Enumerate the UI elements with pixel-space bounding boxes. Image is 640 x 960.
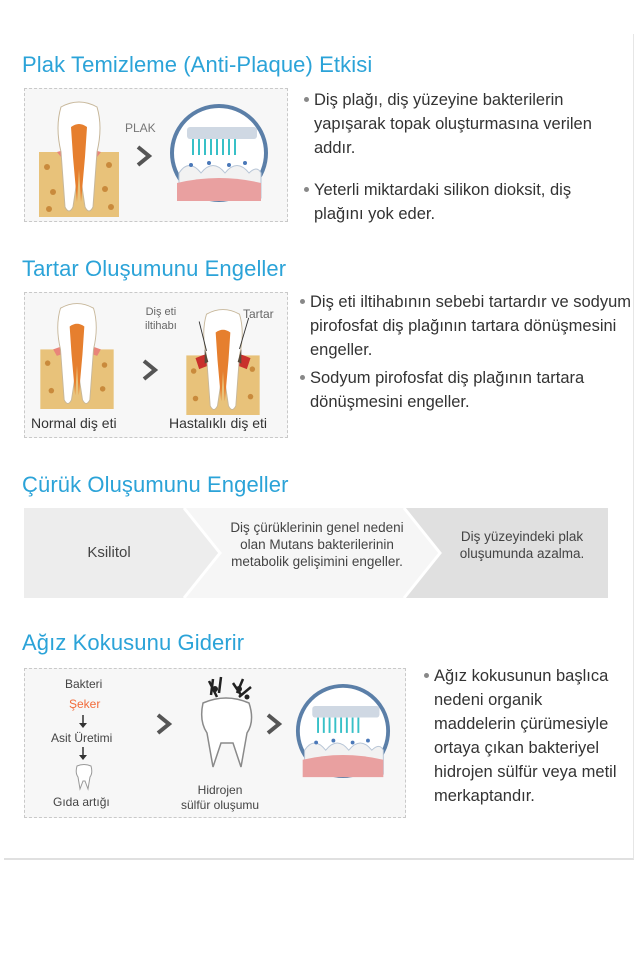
flow-acid: Asit Üretimi: [51, 731, 113, 745]
diseased-tooth-icon: [185, 305, 261, 415]
breath-illustration: [24, 668, 406, 818]
flow-bacteria: Bakteri: [65, 677, 103, 691]
process-step: Diş çürüklerinin genel nedeni olan Mutans bakterilerinin metabolik gelişimini engeller.: [230, 520, 404, 569]
plaque-bullet: Yeterli miktardaki silikon dioksit, diş plağını yok eder.: [302, 178, 602, 226]
arrow-down-icon: [78, 715, 88, 729]
healthy-tooth-icon: [39, 299, 115, 409]
gum-label-line2: iltihabı: [145, 320, 177, 332]
small-tooth-icon: [74, 763, 94, 791]
breath-bullets: [422, 664, 628, 826]
gum-label-line1: Diş eti: [145, 306, 177, 318]
tooth-with-bacteria-icon: [191, 675, 261, 771]
cavity-process-band: [24, 508, 608, 598]
toothbrush-magnified-icon: [295, 683, 391, 779]
tartar-illustration: [24, 292, 288, 438]
chevron-right-icon: [135, 145, 153, 167]
arrow-down-icon: [78, 747, 88, 761]
plaque-label: PLAK: [125, 121, 156, 135]
section-title-tartar: Tartar Oluşumunu Engeller: [22, 256, 287, 281]
process-step: Ksilitol: [87, 544, 131, 561]
h2s-caption-line1: Hidrojen: [197, 783, 243, 797]
tartar-bullet: Sodyum pirofosfat diş plağının tartara dönüşmesini engeller.: [298, 366, 634, 414]
chevron-right-icon: [141, 359, 159, 381]
caption-normal-gum: Normal diş eti: [31, 415, 117, 431]
plaque-bullets: [302, 88, 602, 244]
h2s-caption: [181, 783, 259, 813]
section-title-breath: Ağız Kokusunu Giderir: [22, 630, 245, 655]
caption-diseased-gum: Hastalıklı diş eti: [169, 415, 268, 431]
process-step: Diş yüzeyindeki plak oluşumunda azalma.: [459, 529, 585, 561]
gum-inflammation-label: [145, 305, 177, 333]
h2s-caption-line2: sülfür oluşumu: [181, 798, 260, 812]
section-title-plaque: Plak Temizleme (Anti-Plaque) Etkisi: [22, 52, 373, 77]
section-title-cavity: Çürük Oluşumunu Engeller: [22, 472, 289, 497]
flow-sugar: Şeker: [69, 697, 101, 711]
tooth-cross-section-icon: [39, 97, 119, 217]
tartar-bullets: [298, 290, 634, 418]
plaque-bullet: Diş plağı, diş yüzeyine bakterilerin yapışarak topak oluşturmasına verilen addır.: [302, 88, 602, 160]
chevron-right-icon: [155, 713, 173, 735]
plaque-illustration: [24, 88, 288, 222]
toothbrush-magnified-icon: [169, 103, 269, 203]
chevron-right-icon: [265, 713, 283, 735]
breath-bullet: Ağız kokusunun başlıca nedeni organik maddelerin çürümesiyle ortaya çıkan bakteriyel hidrojen sülfür veya metil merkaptandır.: [422, 664, 628, 808]
tartar-label: Tartar: [243, 307, 274, 321]
tartar-bullet: Diş eti iltihabının sebebi tartardır ve sodyum pirofosfat diş plağının tartara dönüşmesini engeller.: [298, 290, 634, 362]
flow-food: Gıda artığı: [53, 795, 110, 809]
